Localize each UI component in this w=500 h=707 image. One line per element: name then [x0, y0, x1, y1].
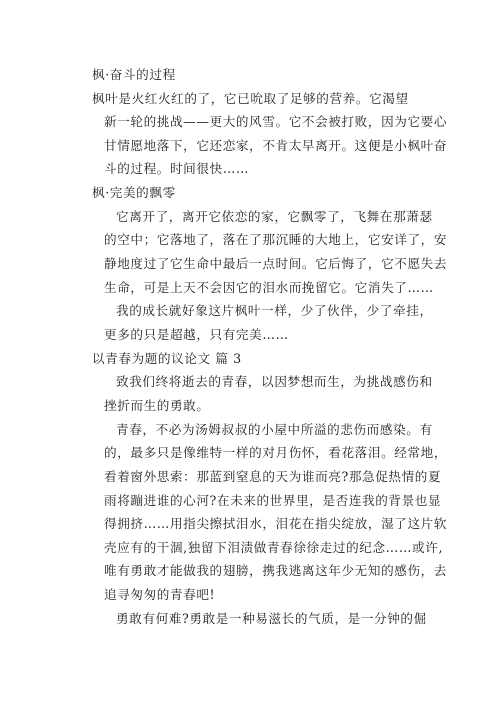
essay-title: 以青春为题的议论文 篇 3: [92, 351, 242, 366]
paragraph-line: 的，最多只是像维特一样的对月伤怀，看花落泪。经常地，: [104, 445, 448, 460]
paragraph-line: 青春，不必为汤姆叔叔的小屋中所溢的悲伤而感染。有: [116, 422, 433, 437]
paragraph-line: 得拥挤……用指尖擦拭泪水，泪花在指尖绽放，湿了这片软: [104, 516, 448, 531]
paragraph-line: 它离开了，离开它依恋的家，它飘零了，飞舞在那萧瑟: [116, 209, 433, 224]
paragraph-line: 静地度过了它生命中最后一点时间。它后悔了，它不愿失去: [104, 256, 448, 271]
section-heading: 枫·奋斗的过程: [92, 67, 176, 82]
paragraph-line: 致我们终将逝去的青春，以因梦想而生，为挑战感伤和: [116, 374, 433, 389]
section-heading: 枫·完美的飘零: [92, 185, 176, 200]
paragraph-line: 唯有勇敢才能做我的翅膀，携我逃离这年少无知的感伤，去: [104, 563, 448, 578]
paragraph-line: 新一轮的挑战——更大的风雪。它不会被打败，因为它要心: [104, 114, 448, 129]
paragraph-line: 勇敢有何难?勇敢是一种易滋长的气质，是一分钟的倔: [116, 611, 427, 626]
paragraph-line: 壳应有的干涸,独留下泪渍做青春徐徐走过的纪念……或许,: [104, 540, 444, 555]
paragraph-line: 挫折而生的勇敢。: [104, 398, 210, 413]
paragraph-line: 甘情愿地落下，它还恋家，不肯太早离开。这便是小枫叶奋: [104, 138, 448, 153]
paragraph-line: 看着窗外思索：那蓝到窒息的天为谁而亮?那急促热情的夏: [104, 469, 442, 484]
paragraph-line: 生命，可是上天不会因它的泪水而挽留它。它消失了……: [104, 280, 434, 295]
paragraph-line: 的空中；它落地了，落在了那沉睡的大地上，它安详了，安: [104, 232, 448, 247]
paragraph-line: 更多的只是超越，只有完美……: [104, 327, 289, 342]
paragraph-line: 我的成长就好象这片枫叶一样，少了伙伴，少了牵挂，: [116, 303, 433, 318]
paragraph-line: 雨将蹦进谁的心河?在未来的世界里，是否连我的背景也显: [104, 493, 442, 508]
paragraph-line: 枫叶是火红火红的了，它已吮取了足够的营养。它渴望: [92, 91, 409, 106]
paragraph-line: 追寻匆匆的青春吧!: [104, 587, 216, 602]
paragraph-line: 斗的过程。时间很快……: [104, 161, 250, 176]
